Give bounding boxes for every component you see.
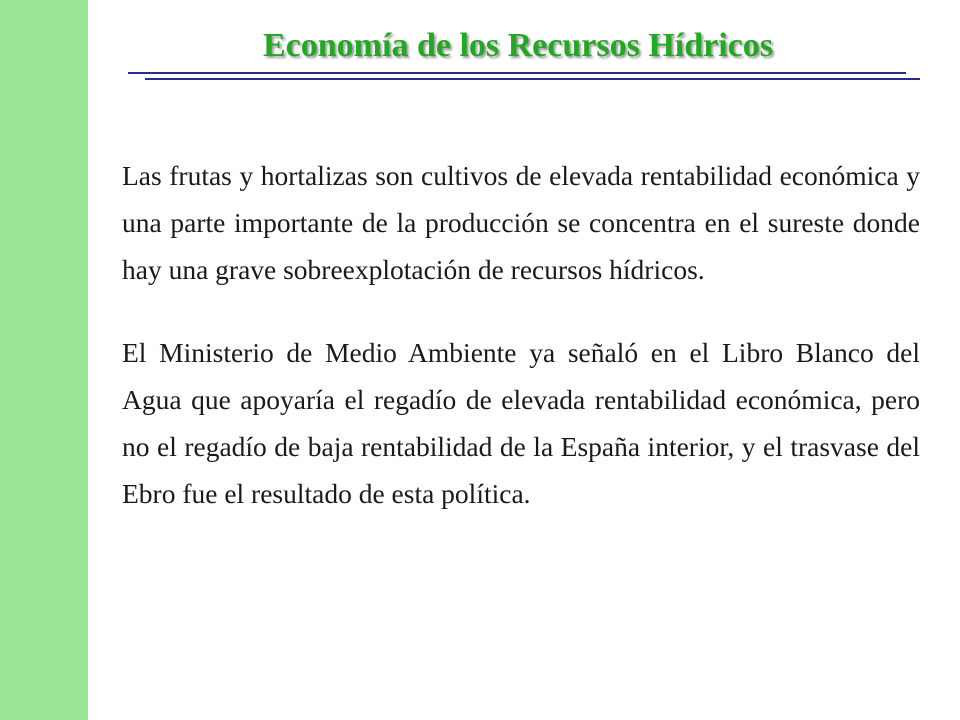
- slide-title: Economía de los Recursos Hídricos: [263, 27, 773, 64]
- slide-body: [122, 152, 920, 517]
- side-accent-band: [0, 0, 88, 720]
- paragraph-2: El Ministerio de Medio Ambiente ya señaló en el Libro Blanco del Agua que apoyaría el regadío de elevada rentabilidad económica, pero no el regadío de baja rentabilidad de la España interior, y el trasvase del Ebro fue el resultado de esta política.: [122, 337, 920, 509]
- paragraph-1: Las frutas y hortalizas son cultivos de elevada rentabilidad económica y una parte importante de la producción se concentra en el sureste donde hay una grave sobreexplotación de recursos hídricos.: [122, 160, 920, 285]
- title-rule-upper: [128, 72, 906, 74]
- title-rule-lower: [145, 78, 920, 80]
